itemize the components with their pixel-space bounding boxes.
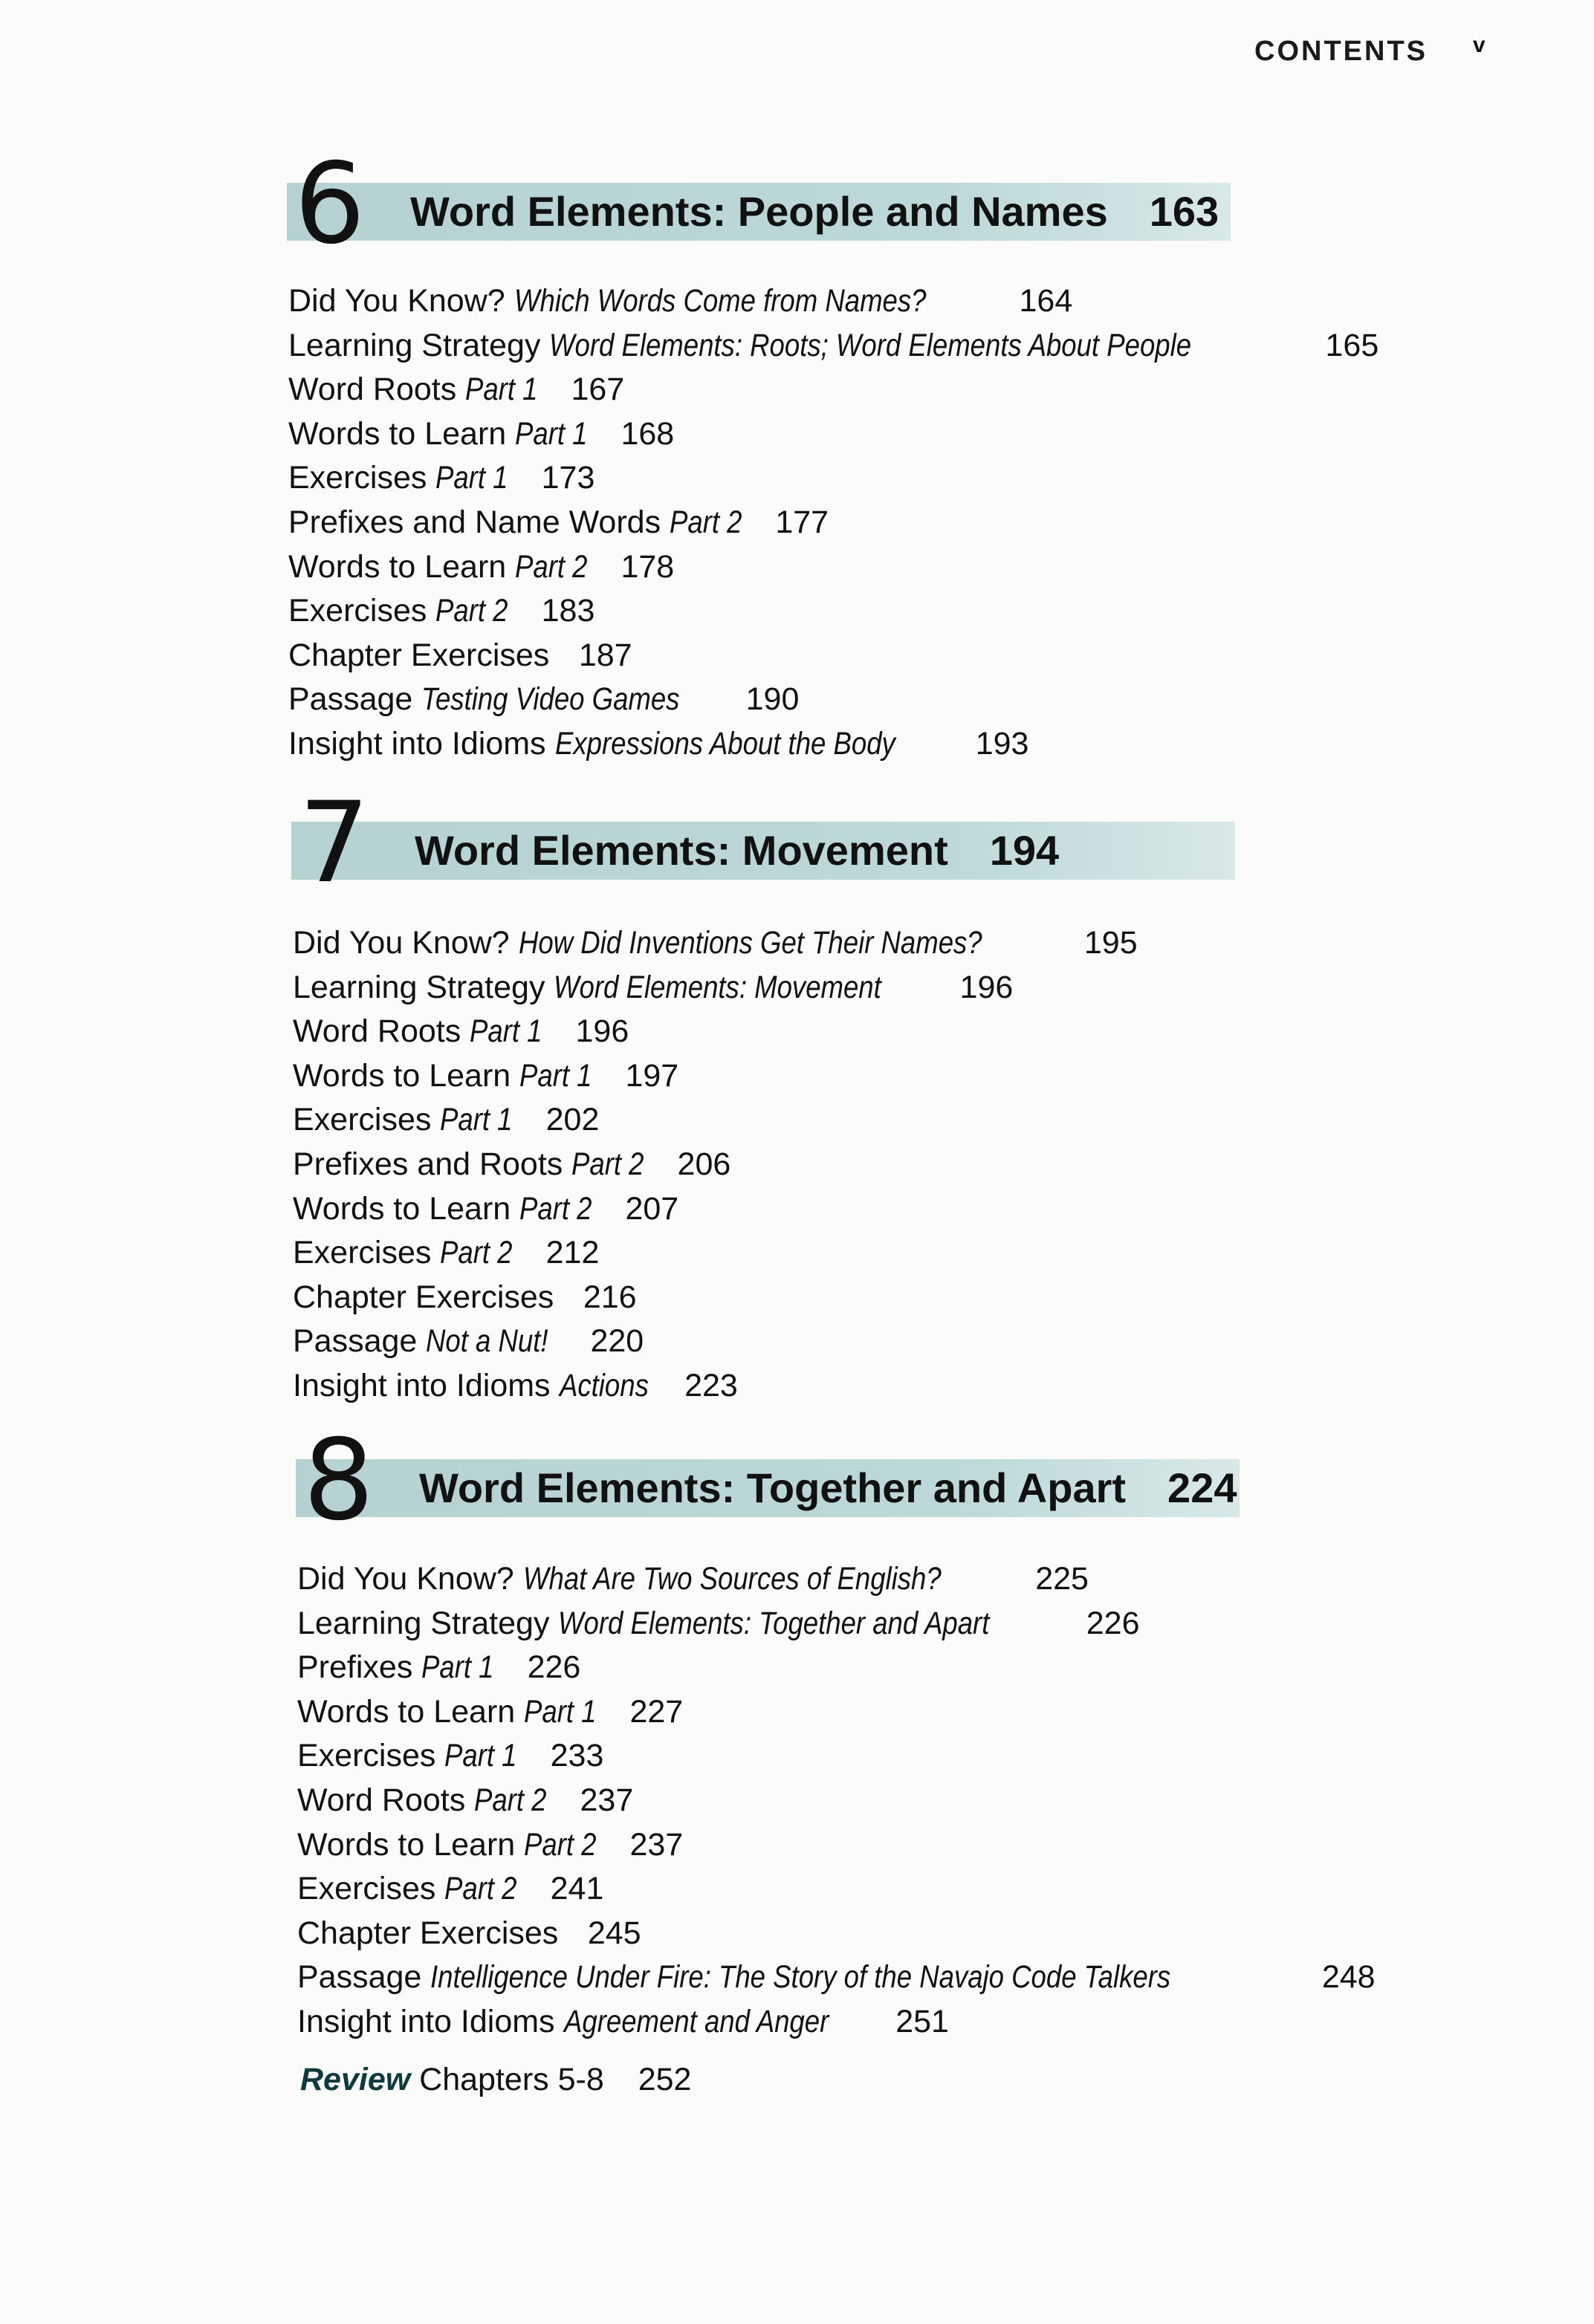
toc-entry[interactable]: [297, 1557, 1376, 1602]
toc-entry[interactable]: [288, 324, 1378, 369]
entry-page: 241: [550, 1871, 604, 1907]
chapter-page: 163: [1149, 188, 1219, 235]
chapter-page: 194: [989, 827, 1060, 874]
entry-page: 187: [578, 637, 632, 673]
toc-entry[interactable]: [293, 1320, 1138, 1364]
review-entry[interactable]: [300, 2062, 691, 2098]
entry-subtitle: Agreement and Anger: [563, 2003, 829, 2039]
entry-label: Exercises: [293, 1235, 432, 1271]
entry-subtitle: Word Elements: Movement: [554, 969, 882, 1005]
entry-page: 165: [1325, 327, 1379, 363]
entry-label: Word Roots: [297, 1782, 466, 1818]
entry-label: Prefixes: [297, 1649, 413, 1686]
entry-subtitle: Part 1: [444, 1738, 517, 1774]
entry-page: 197: [625, 1057, 679, 1094]
entry-label: Exercises: [297, 1738, 436, 1774]
entry-page: 226: [527, 1649, 581, 1686]
entry-page: 168: [621, 415, 675, 452]
toc-entry[interactable]: [297, 1779, 1376, 1823]
entry-subtitle: Part 1: [440, 1102, 513, 1138]
chapter-title[interactable]: [419, 1464, 1237, 1512]
entry-label: Words to Learn: [297, 1826, 516, 1863]
entry-label: Did You Know?: [293, 925, 510, 961]
entry-subtitle: Part 1: [435, 460, 508, 496]
entry-page: 196: [959, 969, 1014, 1005]
entry-page: 195: [1083, 925, 1138, 961]
toc-entry[interactable]: [297, 2000, 1376, 2045]
entry-page: 233: [550, 1738, 604, 1774]
entry-page: 220: [590, 1323, 644, 1360]
entry-subtitle: Part 2: [474, 1782, 547, 1818]
entry-subtitle: Part 2: [524, 1826, 597, 1863]
chapter-number: 6: [294, 140, 366, 269]
toc-entry[interactable]: [297, 1867, 1376, 1912]
entry-subtitle: Intelligence Under Fire: The Story of the Navajo Code Talkers: [430, 1959, 1171, 1996]
entry-page: 226: [1086, 1605, 1140, 1641]
entry-page: 167: [571, 371, 625, 408]
entry-label: Prefixes and Roots: [293, 1146, 563, 1182]
chapter-entries: [297, 1557, 1376, 2045]
entry-page: 206: [677, 1146, 731, 1182]
entry-subtitle: Part 2: [515, 548, 588, 585]
entry-subtitle: Part 2: [435, 593, 508, 629]
entry-subtitle: Part 1: [465, 371, 538, 408]
entry-label: Chapter Exercises: [288, 637, 550, 673]
chapter-title[interactable]: [415, 826, 1059, 874]
entry-label: Passage: [293, 1323, 418, 1360]
entry-subtitle: Part 1: [421, 1649, 494, 1686]
chapter-title-text: Word Elements: Together and Apart: [419, 1464, 1127, 1511]
entry-page: 237: [629, 1826, 684, 1863]
review-label: Review: [300, 2062, 411, 2097]
entry-label: Exercises: [288, 460, 427, 496]
toc-entry[interactable]: [288, 412, 1378, 457]
entry-subtitle: Not a Nut!: [426, 1323, 548, 1360]
entry-label: Did You Know?: [297, 1561, 514, 1597]
entry-label: Passage: [288, 681, 413, 718]
toc-entry[interactable]: [293, 1054, 1138, 1099]
toc-entry[interactable]: [293, 1276, 1138, 1320]
toc-entry[interactable]: [293, 1187, 1138, 1232]
entry-page: 202: [545, 1102, 600, 1138]
toc-entry[interactable]: [288, 368, 1378, 412]
entry-page: 164: [1019, 283, 1073, 319]
entry-label: Did You Know?: [288, 283, 505, 319]
entry-page: 237: [580, 1782, 634, 1818]
toc-entry[interactable]: [288, 545, 1378, 590]
review-page: 252: [638, 2062, 692, 2097]
toc-entry[interactable]: [293, 1231, 1138, 1276]
chapter-number: 8: [303, 1416, 375, 1545]
entry-page: 196: [575, 1013, 629, 1050]
entry-label: Prefixes and Name Words: [288, 504, 661, 540]
chapter-title-text: Word Elements: People and Names: [410, 188, 1108, 235]
toc-entry[interactable]: [288, 279, 1378, 324]
entry-label: Chapter Exercises: [297, 1915, 559, 1951]
entry-page: 207: [625, 1190, 679, 1227]
page-folio: v: [1473, 33, 1486, 57]
entry-subtitle: Which Words Come from Names?: [513, 283, 927, 319]
entry-page: 183: [541, 593, 595, 629]
entry-page: 216: [583, 1279, 637, 1315]
running-head: CONTENTS: [1254, 36, 1428, 67]
toc-entry[interactable]: [293, 921, 1138, 966]
toc-entry[interactable]: [297, 1646, 1376, 1690]
entry-subtitle: Word Elements: Together and Apart: [558, 1605, 990, 1641]
entry-label: Insight into Idioms: [288, 725, 546, 762]
entry-label: Exercises: [297, 1871, 436, 1907]
entry-label: Words to Learn: [293, 1190, 511, 1227]
entry-subtitle: What Are Two Sources of English?: [522, 1561, 942, 1597]
entry-subtitle: Part 1: [515, 415, 588, 452]
toc-entry[interactable]: [293, 1010, 1138, 1054]
entry-subtitle: Part 2: [440, 1235, 513, 1271]
toc-entry[interactable]: [297, 1602, 1376, 1646]
entry-subtitle: Part 2: [670, 504, 742, 540]
chapter-page: 224: [1167, 1464, 1237, 1511]
toc-entry[interactable]: [288, 501, 1378, 545]
entry-page: 251: [895, 2003, 949, 2039]
entry-subtitle: Expressions About the Body: [554, 725, 895, 762]
toc-entry[interactable]: [297, 1823, 1376, 1868]
toc-entry[interactable]: [297, 1955, 1376, 2000]
entry-page: 223: [684, 1367, 738, 1403]
entry-page: 212: [545, 1235, 600, 1271]
entry-label: Chapter Exercises: [293, 1279, 554, 1315]
entry-subtitle: Part 2: [519, 1190, 592, 1227]
entry-page: 173: [541, 460, 595, 496]
entry-label: Insight into Idioms: [297, 2003, 555, 2039]
entry-subtitle: Part 2: [444, 1871, 517, 1907]
toc-entry[interactable]: [293, 1364, 1138, 1409]
entry-label: Words to Learn: [297, 1693, 516, 1730]
entry-subtitle: Part 1: [519, 1057, 592, 1094]
chapter-entries: [288, 279, 1378, 767]
entry-page: 193: [975, 725, 1029, 762]
entry-label: Learning Strategy: [293, 969, 545, 1005]
entry-label: Passage: [297, 1959, 422, 1996]
toc-entry[interactable]: [293, 1143, 1138, 1187]
entry-subtitle: Actions: [559, 1367, 649, 1403]
entry-subtitle: Part 1: [470, 1013, 542, 1050]
chapter-title[interactable]: [410, 187, 1219, 236]
toc-entry[interactable]: [297, 1734, 1376, 1779]
chapter-number: 7: [299, 779, 370, 908]
entry-label: Exercises: [293, 1102, 432, 1138]
chapter-entries: [293, 921, 1138, 1409]
entry-subtitle: Part 2: [571, 1146, 644, 1182]
entry-subtitle: Part 1: [524, 1693, 597, 1730]
entry-page: 227: [629, 1693, 684, 1730]
entry-page: 190: [745, 681, 800, 718]
entry-label: Word Roots: [293, 1013, 461, 1050]
toc-entry[interactable]: [288, 678, 1378, 722]
entry-page: 177: [775, 504, 829, 540]
entry-page: 245: [587, 1915, 641, 1951]
entry-subtitle: Testing Video Games: [421, 681, 680, 718]
entry-label: Word Roots: [288, 371, 457, 408]
review-chapters: Chapters 5-8: [419, 2062, 604, 2097]
entry-subtitle: Word Elements: Roots; Word Elements About People: [549, 327, 1192, 363]
entry-page: 178: [621, 548, 675, 585]
entry-label: Learning Strategy: [297, 1605, 550, 1641]
toc-entry[interactable]: [288, 589, 1378, 634]
entry-label: Insight into Idioms: [293, 1367, 551, 1403]
toc-entry[interactable]: [293, 966, 1138, 1010]
toc-entry[interactable]: [288, 634, 1378, 678]
entry-page: 225: [1035, 1561, 1089, 1597]
entry-label: Words to Learn: [288, 548, 507, 585]
entry-subtitle: How Did Inventions Get Their Names?: [518, 925, 982, 961]
toc-entry[interactable]: [297, 1690, 1376, 1735]
entry-label: Learning Strategy: [288, 327, 541, 363]
entry-label: Exercises: [288, 593, 427, 629]
toc-entry[interactable]: [297, 1912, 1376, 1956]
toc-entry[interactable]: [288, 456, 1378, 501]
chapter-title-text: Word Elements: Movement: [415, 827, 948, 874]
entry-page: 248: [1321, 1959, 1376, 1996]
entry-label: Words to Learn: [288, 415, 507, 452]
entry-label: Words to Learn: [293, 1057, 511, 1094]
toc-entry[interactable]: [288, 722, 1378, 767]
toc-entry[interactable]: [293, 1098, 1138, 1143]
